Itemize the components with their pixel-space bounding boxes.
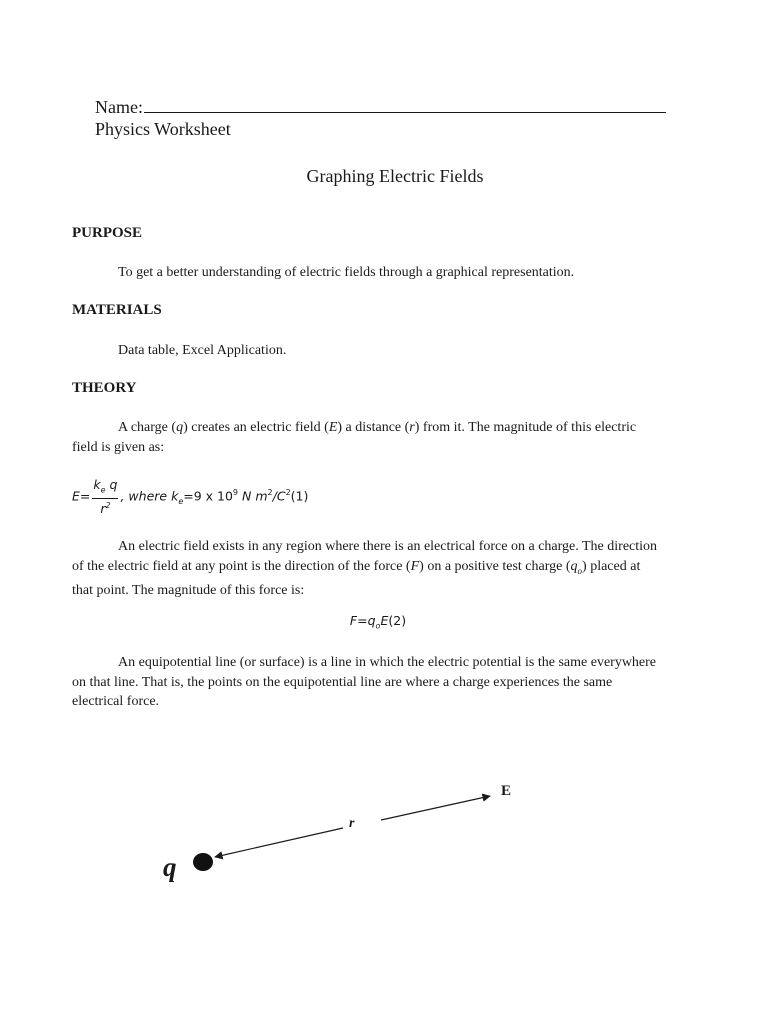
purpose-text: To get a better understanding of electric fields through a graphical representation.: [118, 265, 575, 280]
name-field: [95, 94, 666, 118]
point-charge: [193, 853, 213, 871]
charge-label: q: [163, 852, 177, 882]
equation-fraction: $\frac{k_e q}{r^2}$: [93, 477, 118, 516]
name-underline: [144, 94, 666, 113]
field-direction-arrow: [381, 796, 490, 820]
purpose-heading: PURPOSE: [72, 225, 143, 241]
electric-field-equation: E= $\frac{k_e q}{r^2}$ , where $k_e=9$ x $10^9$ N $m^2/C^2(1)$: [72, 477, 309, 516]
theory-heading: THEORY: [72, 380, 137, 396]
name-label: Name:: [95, 97, 143, 117]
force-equation: $F=q_oE(2)$: [349, 613, 407, 631]
theory-paragraph-1: A charge (q) creates an electric field (E) a distance (r) from it. The magnitude of this electric field is given as:: [72, 420, 637, 455]
page-title: Graphing Electric Fields: [306, 166, 484, 186]
materials-text: Data table, Excel Application.: [118, 343, 287, 358]
distance-arrow: [215, 828, 343, 857]
distance-label: r: [349, 816, 355, 831]
materials-heading: MATERIALS: [72, 302, 162, 318]
theory-paragraph-2: An electric field exists in any region where there is an electrical force on a charge. The direction of the electric field at any point is the direction of the force (F) on a positive test charge $(q_o)$ placed at that point. The magnitude of this force is:: [72, 539, 658, 598]
worksheet-subtitle: Physics Worksheet: [95, 119, 231, 139]
field-label: E: [501, 783, 512, 799]
theory-paragraph-3: An equipotential line (or surface) is a line in which the electric potential is the same everywhere on that line. That is, the points on the equipotential line are where a charge experiences the same electrical force.: [72, 655, 657, 709]
